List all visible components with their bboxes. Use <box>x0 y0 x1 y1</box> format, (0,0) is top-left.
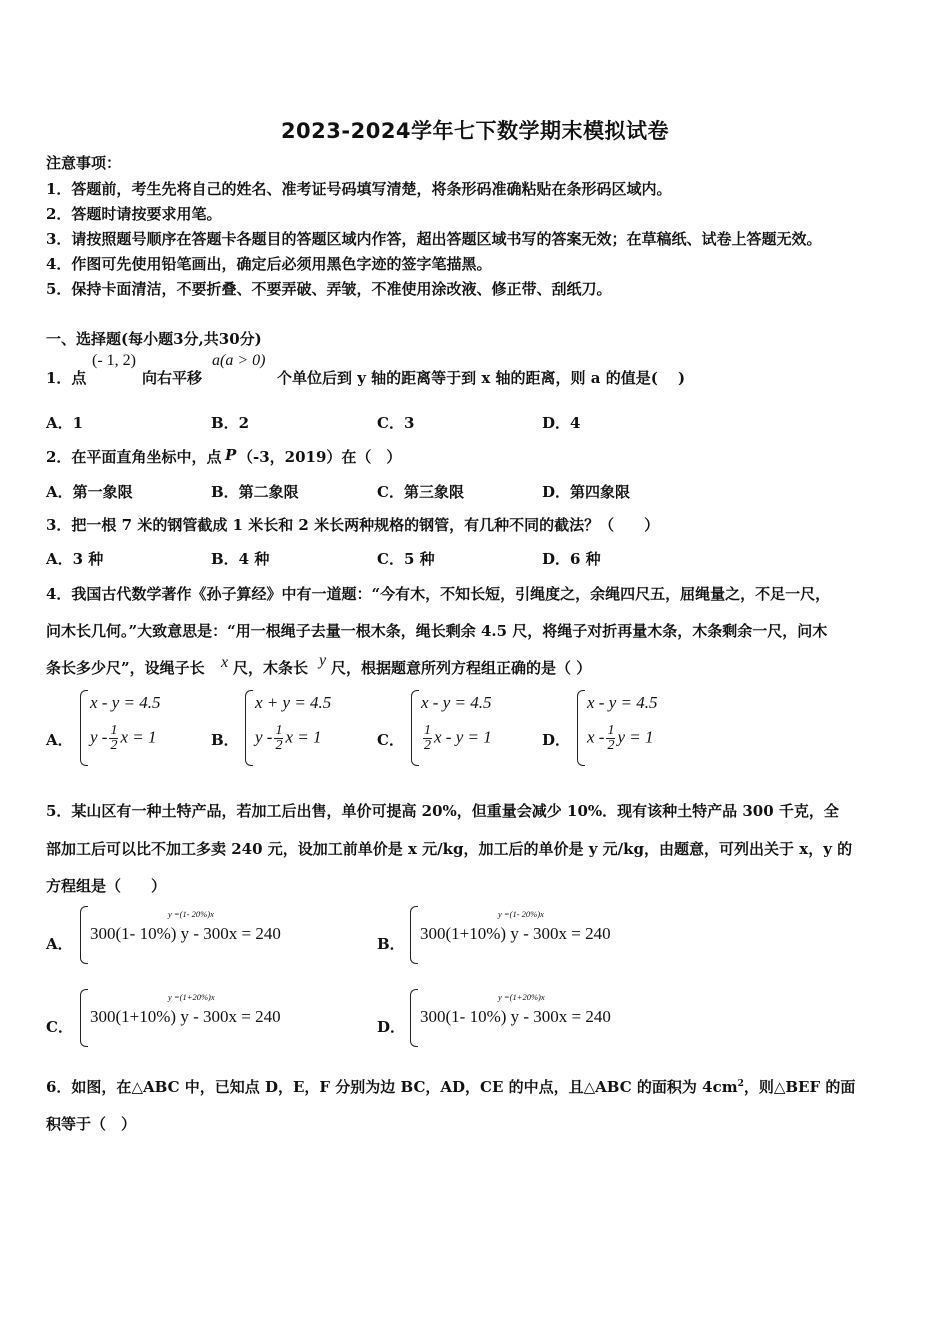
notice-heading: 注意事项： <box>46 154 122 172</box>
q5-option-c-label[interactable]: C． <box>46 1018 73 1036</box>
notice-item: 3．请按照题号顺序在答题卡各题目的答题区域内作答，超出答题区域书写的答案无效；在草稿纸、试卷上答题无效。 <box>46 230 822 248</box>
equation-part: x = 1 <box>120 727 157 747</box>
q2-text-a: 2．在平面直角坐标中，点 <box>46 448 222 466</box>
q4-line3b: 尺，木条长 <box>233 659 309 677</box>
equation <box>90 724 157 753</box>
fraction-numerator: 1 <box>607 723 615 738</box>
q5-option-b-label[interactable]: B． <box>377 935 405 953</box>
q2-text-b: （-3，2019）在（ ） <box>238 448 402 466</box>
equation: y =(1+20%)x <box>498 992 545 1002</box>
equation: x - y = 4.5 <box>587 693 658 712</box>
equation-part: y - <box>90 727 108 747</box>
q5-line1: 5．某山区有一种土特产品，若加工后出售，单价可提高 20%，但重量会减少 10%．现有该种土特产品 300 千克，全 <box>46 802 839 820</box>
equation <box>255 724 322 753</box>
q5-option-a-label[interactable]: A． <box>46 935 73 953</box>
equation <box>587 724 654 753</box>
q3-option-a[interactable]: A．3 种 <box>46 550 104 568</box>
fraction-denominator: 2 <box>275 738 283 753</box>
equation: 300(1+10%) y - 300x = 240 <box>420 924 611 943</box>
fraction-denominator: 2 <box>607 738 615 753</box>
q6-superscript: 2 <box>737 1079 744 1089</box>
q1-option-c[interactable]: C．3 <box>377 414 415 432</box>
equation-part: y - <box>255 727 273 747</box>
q2-option-c[interactable]: C．第三象限 <box>377 483 464 501</box>
q4-line1: 4．我国古代数学著作《孙子算经》中有一道题：“今有木，不知长短，引绳度之，余绳四尺五，屈绳量之，不足一尺， <box>46 585 831 603</box>
equation: 300(1+10%) y - 300x = 240 <box>90 1007 281 1026</box>
equation-part: x - <box>587 727 605 747</box>
equation-part: x - y = 1 <box>434 727 492 747</box>
notice-item: 4．作图可先使用铅笔画出，确定后必须用黑色字迹的签字笔描黑。 <box>46 255 492 273</box>
notice-item: 1．答题前，考生先将自己的姓名、准考证号码填写清楚，将条形码准确粘贴在条形码区域内。 <box>46 180 672 198</box>
q5-line2: 部加工后可以比不加工多卖 240 元，设加工前单价是 x 元/kg，加工后的单价是 y 元/kg，由题意，可列出关于 x，y 的 <box>46 840 853 858</box>
q4-line2: 问木长几何。”大致意思是：“用一根绳子去量一根木条，绳长剩余 4.5 尺，将绳子对折再量木条，木条剩余一尺，问木 <box>46 622 828 640</box>
section-heading: 一、选择题(每小题3分,共30分) <box>46 330 262 348</box>
q1-option-a[interactable]: A．1 <box>46 414 84 432</box>
q2-option-d[interactable]: D．第四象限 <box>542 483 631 501</box>
equation <box>421 724 492 753</box>
q4-option-a-label[interactable]: A． <box>46 731 73 749</box>
q1-option-b[interactable]: B．2 <box>211 414 250 432</box>
q2-option-a[interactable]: A．第一象限 <box>46 483 133 501</box>
q4-line3c: 尺，根据题意所列方程组正确的是（ ） <box>331 659 592 677</box>
q1-text-b: 向右平移 <box>142 369 203 387</box>
equation: x - y = 4.5 <box>421 693 492 712</box>
q1-point: (- 1, 2) <box>92 352 136 369</box>
equation-part: x = 1 <box>285 727 322 747</box>
equation: x - y = 4.5 <box>90 693 161 712</box>
equation: y =(1- 20%)x <box>168 909 214 919</box>
q3-option-d[interactable]: D．6 种 <box>542 550 601 568</box>
equation: 300(1- 10%) y - 300x = 240 <box>420 1007 611 1026</box>
q5-line3: 方程组是（ ） <box>46 877 167 895</box>
equation: y =(1- 20%)x <box>498 909 544 919</box>
q4-option-d-label[interactable]: D． <box>542 731 571 749</box>
q1-option-d[interactable]: D．4 <box>542 414 581 432</box>
q6-line1 <box>46 1076 855 1097</box>
q1-condition: a(a > 0) <box>212 352 266 369</box>
q4-line3a: 条长多少尺”，设绳子长 <box>46 659 205 677</box>
fraction-denominator: 2 <box>110 738 118 753</box>
fraction-denominator: 2 <box>424 738 431 753</box>
fraction-numerator: 1 <box>424 723 431 738</box>
notice-item: 5．保持卡面清洁，不要折叠、不要弄破、弄皱，不准使用涂改液、修正带、刮纸刀。 <box>46 280 612 298</box>
q4-option-b-label[interactable]: B． <box>211 731 239 749</box>
q2-point-p: P <box>225 446 237 464</box>
q4-option-c-label[interactable]: C． <box>377 731 404 749</box>
q4-var-x: x <box>221 654 229 671</box>
q1-text-c: 个单位后到 y 轴的距离等于到 x 轴的距离，则 a 的值是( ) <box>277 369 686 387</box>
fraction-numerator: 1 <box>275 723 283 738</box>
q5-option-d-label[interactable]: D． <box>377 1018 406 1036</box>
equation-part: y = 1 <box>617 727 654 747</box>
q4-var-y: y <box>319 652 327 669</box>
q2-option-b[interactable]: B．第二象限 <box>211 483 299 501</box>
q3-option-b[interactable]: B．4 种 <box>211 550 270 568</box>
q6-line1-text: 6．如图，在△ABC 中，已知点 D，E，F 分别为边 BC，AD，CE 的中点，且△ABC 的面积为 4cm <box>46 1078 738 1096</box>
equation: x + y = 4.5 <box>255 693 332 712</box>
q3-option-c[interactable]: C．5 种 <box>377 550 435 568</box>
page-title: 2023-2024学年七下数学期末模拟试卷 <box>280 119 670 143</box>
equation: 300(1- 10%) y - 300x = 240 <box>90 924 281 943</box>
notice-item: 2．答题时请按要求用笔。 <box>46 205 222 223</box>
fraction-numerator: 1 <box>110 723 118 738</box>
q1-text-a: 1．点 <box>46 369 87 387</box>
q3-text: 3．把一根 7 米的钢管截成 1 米长和 2 米长两种规格的钢管，有几种不同的截法？（ ） <box>46 516 660 534</box>
equation: y =(1+20%)x <box>168 992 215 1002</box>
q6-line1-tail: ，则△BEF 的面 <box>743 1078 856 1096</box>
q6-line2: 积等于（ ） <box>46 1115 137 1133</box>
